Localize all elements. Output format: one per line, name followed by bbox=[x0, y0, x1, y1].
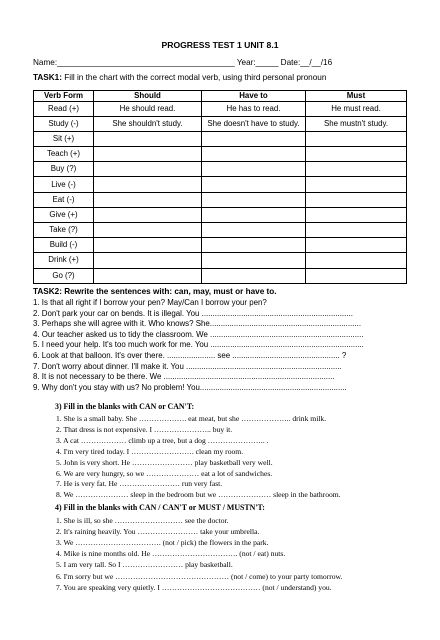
verb-form-cell: Take (?) bbox=[34, 223, 94, 238]
section4-item[interactable]: 1. She is ill, so she ……………………… see the doctor. bbox=[56, 516, 229, 525]
chart-header-cell: Have to bbox=[202, 91, 306, 102]
answer-cell[interactable] bbox=[94, 177, 202, 192]
chart-header-cell: Verb Form bbox=[34, 91, 94, 102]
answer-cell[interactable] bbox=[202, 238, 306, 253]
answer-cell[interactable] bbox=[94, 207, 202, 222]
section3-item[interactable]: 4. I'm very tired today. I ……………………. clean my room. bbox=[56, 446, 244, 456]
answer-cell[interactable] bbox=[94, 162, 202, 177]
section3-item[interactable]: 8. We ………………… sleep in the bedroom but we ………………… sleep in the bathroom. bbox=[56, 490, 341, 500]
verb-form-cell: Sit (+) bbox=[34, 131, 94, 146]
answer-cell[interactable] bbox=[94, 238, 202, 253]
task1-label: TASK1: bbox=[33, 73, 62, 82]
name-year-date-line[interactable]: Name:_______________________________________ Year:_____ Date:__/__/16 bbox=[33, 58, 333, 67]
section4-item[interactable]: 5. I am very tall. So I …………………… play basketball. bbox=[56, 560, 233, 570]
section3-item[interactable]: 2. That dress is not expensive. I ………………….. buy it. bbox=[56, 424, 233, 434]
chart-row bbox=[34, 162, 407, 177]
task2-item[interactable]: 8. It is not necessary to be there. We .............................................................................. bbox=[33, 372, 335, 382]
task2-item[interactable]: 4. Our teacher asked us to tidy the classroom. We ...................................................................... bbox=[33, 329, 364, 339]
chart-row bbox=[34, 116, 407, 131]
section3-item[interactable]: 1. She is a small baby. She ………………. eat meat, but she ……………….. drink milk. bbox=[56, 414, 327, 423]
verb-form-cell: Eat (-) bbox=[34, 192, 94, 207]
answer-cell[interactable] bbox=[202, 147, 306, 162]
section3-item[interactable]: 3. A cat ……………… climb up a tree, but a dog ………………….. . bbox=[56, 435, 269, 445]
verb-form-cell: Give (+) bbox=[34, 207, 94, 222]
chart-row bbox=[34, 177, 407, 192]
answer-cell[interactable]: He must read. bbox=[306, 101, 407, 116]
answer-cell[interactable] bbox=[306, 268, 407, 283]
chart-row bbox=[34, 268, 407, 283]
section3-item[interactable]: 6. We are very hungry, so we ………………… eat a lot of sandwiches. bbox=[56, 468, 273, 478]
answer-cell[interactable]: She mustn't study. bbox=[306, 116, 407, 131]
answer-cell[interactable] bbox=[202, 192, 306, 207]
task1-instruction-text: Fill in the chart with the correct modal verb, using third personal pronoun bbox=[61, 73, 327, 82]
answer-cell[interactable]: He should read. bbox=[94, 101, 202, 116]
task2-heading: TASK2: Rewrite the sentences with: can, may, must or have to. bbox=[33, 287, 277, 296]
section4-item[interactable]: 6. I'm sorry but we ……………………………………… (not / come) to your party tomorrow. bbox=[56, 571, 343, 581]
section4-heading: 4) Fill in the blanks with CAN / CAN'T or MUST / MUSTN'T: bbox=[55, 503, 265, 512]
answer-cell[interactable] bbox=[306, 162, 407, 177]
verb-form-cell: Go (?) bbox=[34, 268, 94, 283]
section3-item[interactable]: 7. He is very fat. He …………………… run very fast. bbox=[56, 479, 223, 489]
task2-item[interactable]: 5. I need your help. It's too much work for me. You ...................................................................... bbox=[33, 340, 364, 350]
answer-cell[interactable]: He has to read. bbox=[202, 101, 306, 116]
chart-row bbox=[34, 147, 407, 162]
chart-row bbox=[34, 223, 407, 238]
answer-cell[interactable] bbox=[202, 268, 306, 283]
answer-cell[interactable] bbox=[94, 192, 202, 207]
answer-cell[interactable]: She shouldn't study. bbox=[94, 116, 202, 131]
chart-row bbox=[34, 192, 407, 207]
section3-heading: 3) Fill in the blanks with CAN or CAN'T: bbox=[55, 402, 195, 411]
answer-cell[interactable] bbox=[202, 253, 306, 268]
answer-cell[interactable] bbox=[94, 147, 202, 162]
task2-item[interactable]: 9. Why don't you stay with us? No problem! You................................................................... bbox=[33, 382, 347, 392]
task2-item[interactable]: 1. Is that all right if I borrow your pen? May/Can I borrow your pen? bbox=[33, 298, 267, 307]
chart-row bbox=[34, 101, 407, 116]
section4-item[interactable]: 4. Mike is nine months old. He ……………………………. (not / eat) nuts. bbox=[56, 549, 286, 559]
answer-cell[interactable] bbox=[202, 223, 306, 238]
section4-item[interactable]: 3. We ……………………………. (not / pick) the flowers in the park. bbox=[56, 538, 269, 548]
answer-cell[interactable] bbox=[202, 177, 306, 192]
chart-row bbox=[34, 253, 407, 268]
answer-cell[interactable] bbox=[94, 253, 202, 268]
task1-instruction bbox=[33, 73, 326, 82]
answer-cell[interactable] bbox=[202, 162, 306, 177]
verb-form-cell: Teach (+) bbox=[34, 147, 94, 162]
verb-form-cell: Buy (?) bbox=[34, 162, 94, 177]
answer-cell[interactable] bbox=[306, 223, 407, 238]
verb-form-cell: Build (-) bbox=[34, 238, 94, 253]
chart-header-cell: Must bbox=[306, 91, 407, 102]
chart-row bbox=[34, 131, 407, 146]
section4-item[interactable]: 7. You are speaking very quietly. I ………………………………… (not / understand) you. bbox=[56, 582, 332, 592]
answer-cell[interactable]: She doesn't have to study. bbox=[202, 116, 306, 131]
answer-cell[interactable] bbox=[94, 223, 202, 238]
answer-cell[interactable] bbox=[306, 147, 407, 162]
answer-cell[interactable] bbox=[306, 253, 407, 268]
section4-item[interactable]: 2. It's raining heavily. You …………………… take your umbrella. bbox=[56, 527, 260, 537]
verb-form-cell: Study (-) bbox=[34, 116, 94, 131]
answer-cell[interactable] bbox=[306, 131, 407, 146]
modal-verb-chart bbox=[33, 90, 407, 284]
task2-item[interactable]: 6. Look at that balloon. It's over there. ...................... see ................................................. ? bbox=[33, 351, 347, 360]
chart-header-cell: Should bbox=[94, 91, 202, 102]
section3-item[interactable]: 5. John is very short. He …………………… play basketball very well. bbox=[56, 457, 273, 467]
task2-item[interactable]: 3. Perhaps she will agree with it. Who knows? She..................................................................... bbox=[33, 319, 362, 329]
answer-cell[interactable] bbox=[306, 207, 407, 222]
page-title: PROGRESS TEST 1 UNIT 8.1 bbox=[161, 40, 279, 50]
answer-cell[interactable] bbox=[94, 268, 202, 283]
chart-header-row bbox=[34, 91, 407, 102]
verb-form-cell: Live (-) bbox=[34, 177, 94, 192]
chart-row bbox=[34, 207, 407, 222]
chart-row bbox=[34, 238, 407, 253]
task2-item[interactable]: 7. Don't worry about dinner. I'll make it. You ....................................................................... bbox=[33, 361, 342, 371]
answer-cell[interactable] bbox=[202, 131, 306, 146]
answer-cell[interactable] bbox=[306, 192, 407, 207]
answer-cell[interactable] bbox=[306, 177, 407, 192]
answer-cell[interactable] bbox=[94, 131, 202, 146]
answer-cell[interactable] bbox=[306, 238, 407, 253]
answer-cell[interactable] bbox=[202, 207, 306, 222]
task2-item[interactable]: 2. Don't park your car on bends. It is illegal. You ..................................................................... bbox=[33, 308, 353, 318]
verb-form-cell: Drink (+) bbox=[34, 253, 94, 268]
verb-form-cell: Read (+) bbox=[34, 101, 94, 116]
